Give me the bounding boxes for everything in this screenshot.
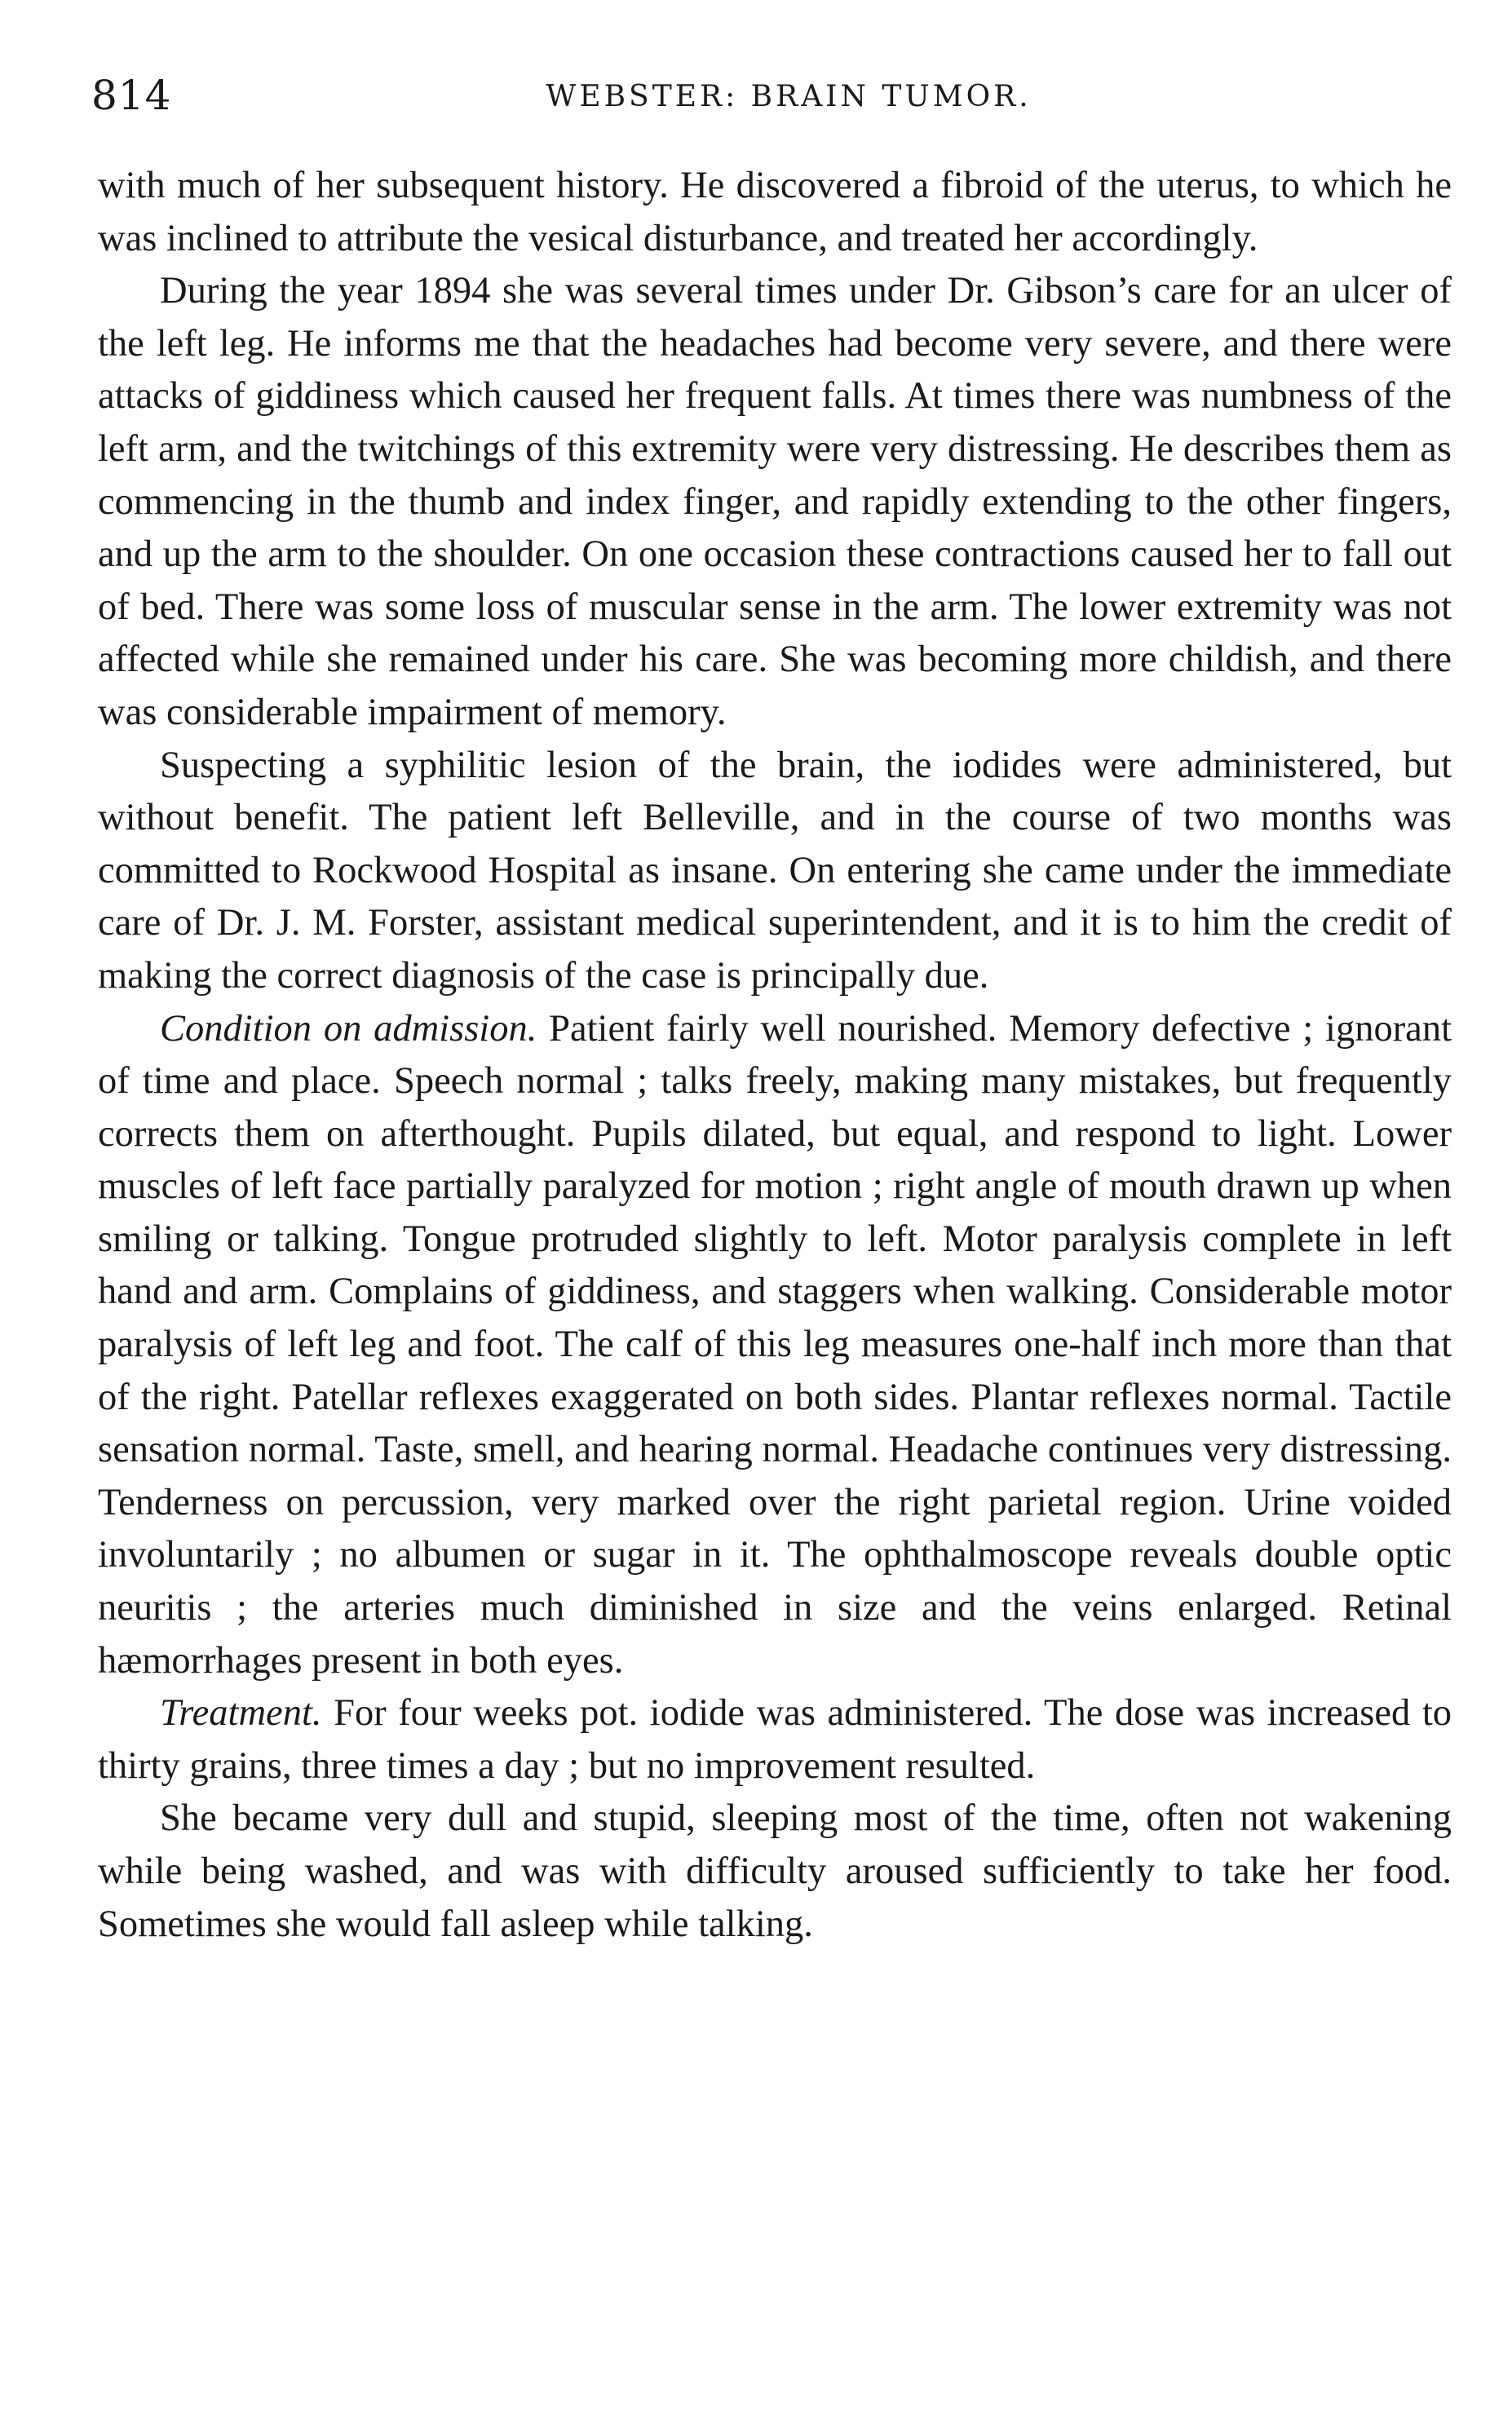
paragraph-text: For four weeks pot. iodide was administered. The dose was increased to thirty grains, three times a day ; but no improvement resulted.	[98, 1692, 1452, 1787]
paragraph-text: Suspecting a syphilitic lesion of the brain, the iodides were administered, but without benefit. The patient left Belleville, and in the course of two months was committed to Rockwood Hospital as insane. On entering she came under the immediate care of Dr. J. M. Forster, assistant medical superintendent, and it is to him the credit of making the correct diagnosis of the case is principally due.	[98, 744, 1452, 997]
paragraph-treatment	[98, 1687, 1452, 1793]
paragraph-syphilitic-lesion	[98, 740, 1452, 1003]
paragraph-text: with much of her subsequent history. He discovered a fibroid of the uterus, to which he was inclined to attribute the vesical disturbance, and treated her accordingly.	[98, 165, 1452, 259]
run-in-heading: Treatment.	[160, 1692, 322, 1735]
paragraph-text: Patient fairly well nourished. Memory defective ; ignorant of time and place. Speech normal ; talks freely, making many mistakes, but frequently corrects them on afterthought. Pupils dilated, but equal, and respond to light. Lower muscles of left face partially paralyzed for motion ; right angle of mouth drawn up when smiling or talking. Tongue protruded slightly to left. Motor paralysis complete in left hand and arm. Complains of giddiness, and staggers when walking. Considerable motor paralysis of left leg and foot. The calf of this leg measures one-half inch more than that of the right. Patellar reflexes exaggerated on both sides. Plantar reflexes normal. Tactile sensation normal. Taste, smell, and hearing normal. Headache continues very distressing. Tenderness on percussion, very marked over the right parietal region. Urine voided involuntarily ; no albumen or sugar in it. The ophthalmoscope reveals double optic neuritis ; the arteries much diminished in size and the veins enlarged. Retinal hæmorrhages present in both eyes.	[98, 1007, 1452, 1682]
paragraph-dull-and-stupid	[98, 1793, 1452, 1951]
paragraph-text: During the year 1894 she was several times under Dr. Gibson’s care for an ulcer of the left leg. He informs me that the headaches had become very severe, and there were attacks of giddiness which caused her frequent falls. At times there was numbness of the left arm, and the twitchings of this extremity were very distressing. He describes them as commencing in the thumb and index finger, and rapidly extending to the other fingers, and up the arm to the shoulder. On one occasion these contractions caused her to fall out of bed. There was some loss of muscular sense in the arm. The lower extremity was not affected while she remained under his care. She was becoming more childish, and there was considerable impairment of memory.	[98, 270, 1452, 733]
paragraph-condition-on-admission	[98, 1003, 1452, 1688]
paragraph-text: She became very dull and stupid, sleeping most of the time, often not wakening while being washed, and was with difficulty aroused sufficiently to take her food. Sometimes she would fall asleep while talking.	[98, 1797, 1452, 1945]
run-in-heading: Condition on admission.	[160, 1007, 537, 1050]
paragraph-gibson-care	[98, 265, 1452, 739]
paragraph-continuation	[98, 160, 1452, 265]
page-header	[91, 72, 1453, 129]
running-title: WEBSTER: BRAIN TUMOR.	[546, 80, 1032, 113]
page-number: 814	[91, 72, 172, 119]
body-text	[98, 160, 1452, 1951]
